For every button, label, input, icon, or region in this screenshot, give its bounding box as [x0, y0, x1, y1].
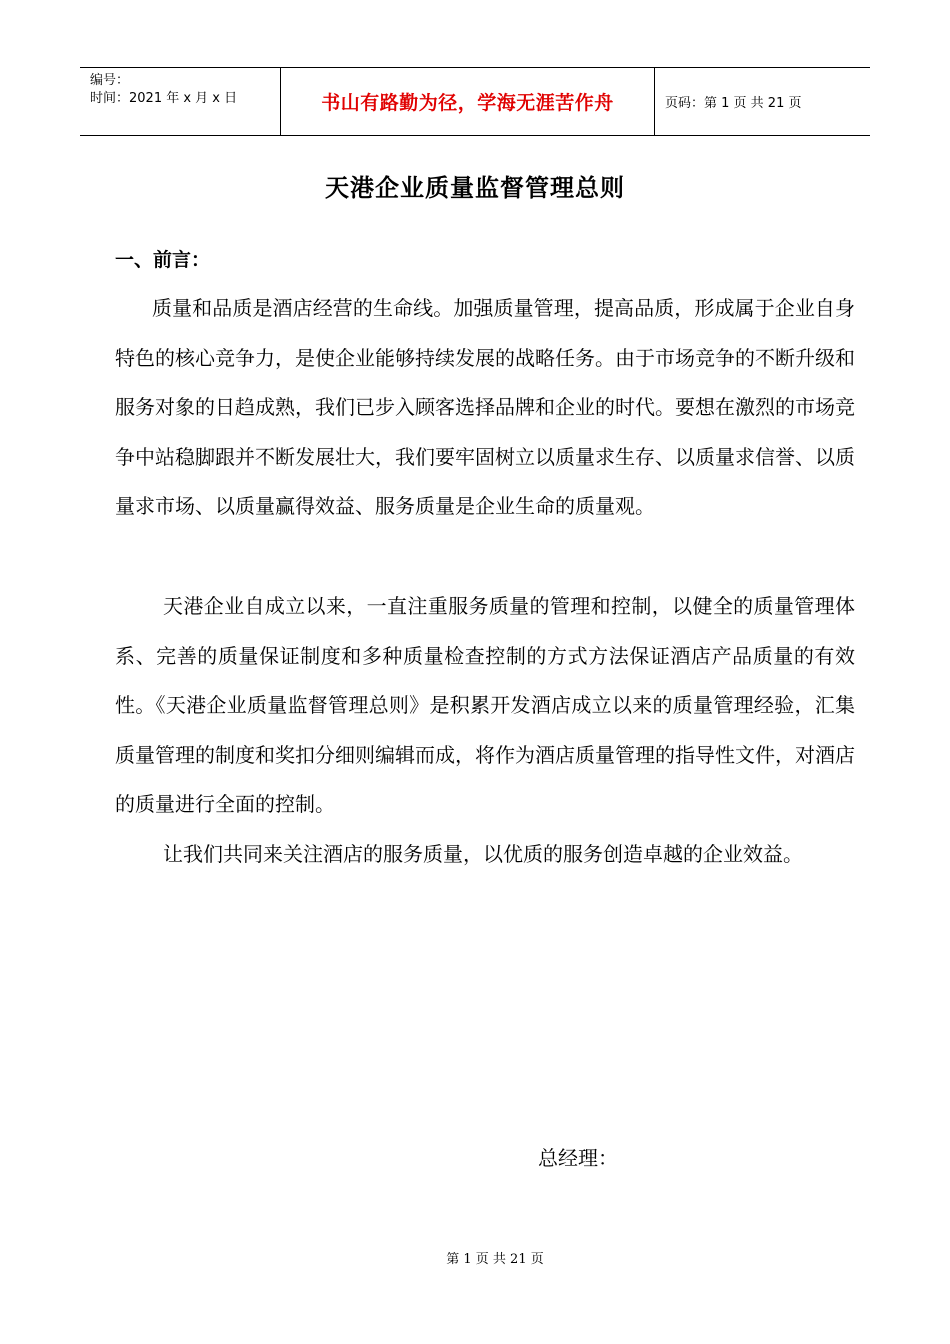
document-number-label: 编号：	[90, 73, 130, 88]
header-page-info: 页码：第 1 页 共 21 页	[665, 96, 802, 111]
document-date: 时间：2021 年 x 月 x 日	[90, 91, 238, 106]
paragraph-3: 让我们共同来关注酒店的服务质量，以优质的服务创造卓越的企业效益。	[163, 842, 803, 866]
signature-general-manager: 总经理：	[538, 1146, 618, 1170]
document-header-table	[80, 67, 870, 136]
header-motto-cell	[281, 68, 655, 135]
paragraph-2: 天港企业自成立以来，一直注重服务质量的管理和控制，以健全的质量管理体系、完善的质量保证制度和多种质量检查控制的方式方法保证酒店产品质量的有效性。《天港企业质量监督管理总则》是积累开发酒店成立以来的质量管理经验，汇集质量管理的制度和奖扣分细则编辑而成，将作为酒店质量管理的指导性文件，对酒店的质量进行全面的控制。	[115, 594, 855, 816]
document-title: 天港企业质量监督管理总则	[325, 174, 625, 202]
page-footer: 第 1 页 共 21 页	[446, 1252, 544, 1267]
section-heading-preface: 一、前言：	[115, 249, 211, 271]
header-meta-cell	[80, 68, 281, 135]
paragraph-1: 质量和品质是酒店经营的生命线。加强质量管理，提高品质，形成属于企业自身特色的核心竞争力，是使企业能够持续发展的战略任务。由于市场竞争的不断升级和服务对象的日趋成熟，我们已步入顾客选择品牌和企业的时代。要想在激烈的市场竞争中站稳脚跟并不断发展壮大，我们要牢固树立以质量求生存、以质量求信誉、以质量求市场、以质量赢得效益、服务质量是企业生命的质量观。	[115, 296, 855, 518]
header-page-cell	[655, 68, 870, 135]
header-motto: 书山有路勤为径，学海无涯苦作舟	[321, 92, 614, 114]
